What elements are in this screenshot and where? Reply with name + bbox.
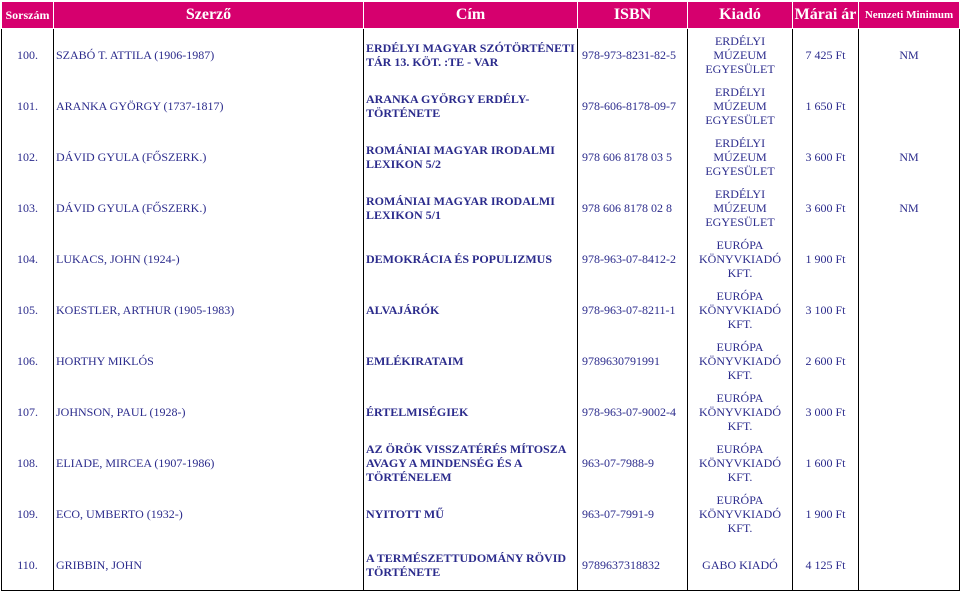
row-minimum — [859, 80, 960, 131]
row-number: 102. — [2, 131, 54, 182]
row-author: SZABÓ T. ATTILA (1906-1987) — [54, 29, 364, 81]
row-number: 109. — [2, 488, 54, 539]
header-row — [2, 2, 960, 29]
table-row — [2, 284, 960, 335]
header-nemzeti-minimum: Nemzeti Minimum — [859, 2, 960, 29]
row-minimum: NM — [859, 29, 960, 81]
row-author: JOHNSON, PAUL (1928-) — [54, 386, 364, 437]
table-body — [2, 29, 960, 591]
row-price: 3 600 Ft — [793, 131, 859, 182]
row-title: ARANKA GYÖRGY ERDÉLY-TÖRTÉNETE — [364, 80, 578, 131]
row-number: 101. — [2, 80, 54, 131]
header-kiado: Kiadó — [688, 2, 793, 29]
row-publisher: ERDÉLYI MÚZEUM EGYESÜLET — [688, 131, 793, 182]
row-number: 110. — [2, 539, 54, 591]
row-isbn: 978-963-07-8211-1 — [578, 284, 688, 335]
row-isbn: 963-07-7991-9 — [578, 488, 688, 539]
row-number: 104. — [2, 233, 54, 284]
row-author: ARANKA GYÖRGY (1737-1817) — [54, 80, 364, 131]
row-isbn: 9789637318832 — [578, 539, 688, 591]
row-minimum — [859, 437, 960, 488]
row-isbn: 978 606 8178 02 8 — [578, 182, 688, 233]
table-row — [2, 29, 960, 81]
row-author: GRIBBIN, JOHN — [54, 539, 364, 591]
row-author: KOESTLER, ARTHUR (1905-1983) — [54, 284, 364, 335]
row-isbn: 9789630791991 — [578, 335, 688, 386]
table-row — [2, 335, 960, 386]
row-title: EMLÉKIRATAIM — [364, 335, 578, 386]
header-cim: Cím — [364, 2, 578, 29]
row-author: LUKACS, JOHN (1924-) — [54, 233, 364, 284]
row-publisher: EURÓPA KÖNYVKIADÓ KFT. — [688, 437, 793, 488]
row-price: 3 000 Ft — [793, 386, 859, 437]
row-publisher: ERDÉLYI MÚZEUM EGYESÜLET — [688, 182, 793, 233]
row-minimum — [859, 488, 960, 539]
row-title: ALVAJÁRÓK — [364, 284, 578, 335]
row-author: DÁVID GYULA (FŐSZERK.) — [54, 131, 364, 182]
row-author: HORTHY MIKLÓS — [54, 335, 364, 386]
row-minimum — [859, 539, 960, 591]
row-publisher: GABO KIADÓ — [688, 539, 793, 591]
row-title: DEMOKRÁCIA ÉS POPULIZMUS — [364, 233, 578, 284]
row-isbn: 978-973-8231-82-5 — [578, 29, 688, 81]
row-author: ECO, UMBERTO (1932-) — [54, 488, 364, 539]
row-publisher: ERDÉLYI MÚZEUM EGYESÜLET — [688, 29, 793, 81]
row-number: 105. — [2, 284, 54, 335]
row-author: ELIADE, MIRCEA (1907-1986) — [54, 437, 364, 488]
row-publisher: EURÓPA KÖNYVKIADÓ KFT. — [688, 488, 793, 539]
row-price: 3 100 Ft — [793, 284, 859, 335]
table-row — [2, 80, 960, 131]
book-price-table — [1, 1, 960, 591]
row-number: 107. — [2, 386, 54, 437]
row-isbn: 978-963-07-9002-4 — [578, 386, 688, 437]
row-title: AZ ÖRÖK VISSZATÉRÉS MÍTOSZA AVAGY A MINDENSÉG ÉS A TÖRTÉNELEM — [364, 437, 578, 488]
row-price: 7 425 Ft — [793, 29, 859, 81]
row-price: 1 900 Ft — [793, 233, 859, 284]
table-row — [2, 539, 960, 591]
row-price: 3 600 Ft — [793, 182, 859, 233]
row-isbn: 963-07-7988-9 — [578, 437, 688, 488]
row-title: A TERMÉSZETTUDOMÁNY RÖVID TÖRTÉNETE — [364, 539, 578, 591]
row-price: 1 600 Ft — [793, 437, 859, 488]
row-minimum — [859, 335, 960, 386]
header-isbn: ISBN — [578, 2, 688, 29]
table-row — [2, 233, 960, 284]
row-isbn: 978 606 8178 03 5 — [578, 131, 688, 182]
table-row — [2, 488, 960, 539]
row-number: 108. — [2, 437, 54, 488]
table-row — [2, 131, 960, 182]
row-title: ROMÁNIAI MAGYAR IRODALMI LEXIKON 5/1 — [364, 182, 578, 233]
row-publisher: EURÓPA KÖNYVKIADÓ KFT. — [688, 386, 793, 437]
row-isbn: 978-963-07-8412-2 — [578, 233, 688, 284]
row-publisher: ERDÉLYI MÚZEUM EGYESÜLET — [688, 80, 793, 131]
row-number: 100. — [2, 29, 54, 81]
row-price: 2 600 Ft — [793, 335, 859, 386]
row-price: 1 650 Ft — [793, 80, 859, 131]
header-szerzo: Szerző — [54, 2, 364, 29]
row-publisher: EURÓPA KÖNYVKIADÓ KFT. — [688, 233, 793, 284]
row-minimum: NM — [859, 131, 960, 182]
row-publisher: EURÓPA KÖNYVKIADÓ KFT. — [688, 284, 793, 335]
row-isbn: 978-606-8178-09-7 — [578, 80, 688, 131]
row-minimum — [859, 233, 960, 284]
table-row — [2, 437, 960, 488]
row-title: ÉRTELMISÉGIEK — [364, 386, 578, 437]
row-number: 103. — [2, 182, 54, 233]
row-minimum — [859, 284, 960, 335]
row-number: 106. — [2, 335, 54, 386]
row-minimum: NM — [859, 182, 960, 233]
row-price: 1 900 Ft — [793, 488, 859, 539]
table-row — [2, 386, 960, 437]
row-author: DÁVID GYULA (FŐSZERK.) — [54, 182, 364, 233]
row-title: ROMÁNIAI MAGYAR IRODALMI LEXIKON 5/2 — [364, 131, 578, 182]
table-row — [2, 182, 960, 233]
row-publisher: EURÓPA KÖNYVKIADÓ KFT. — [688, 335, 793, 386]
header-sorszam: Sorszám — [2, 2, 54, 29]
row-title: NYITOTT MŰ — [364, 488, 578, 539]
row-price: 4 125 Ft — [793, 539, 859, 591]
header-marai-ar: Márai ár — [793, 2, 859, 29]
row-minimum — [859, 386, 960, 437]
row-title: ERDÉLYI MAGYAR SZÓTÖRTÉNETI TÁR 13. KÖT. :TE - VAR — [364, 29, 578, 81]
